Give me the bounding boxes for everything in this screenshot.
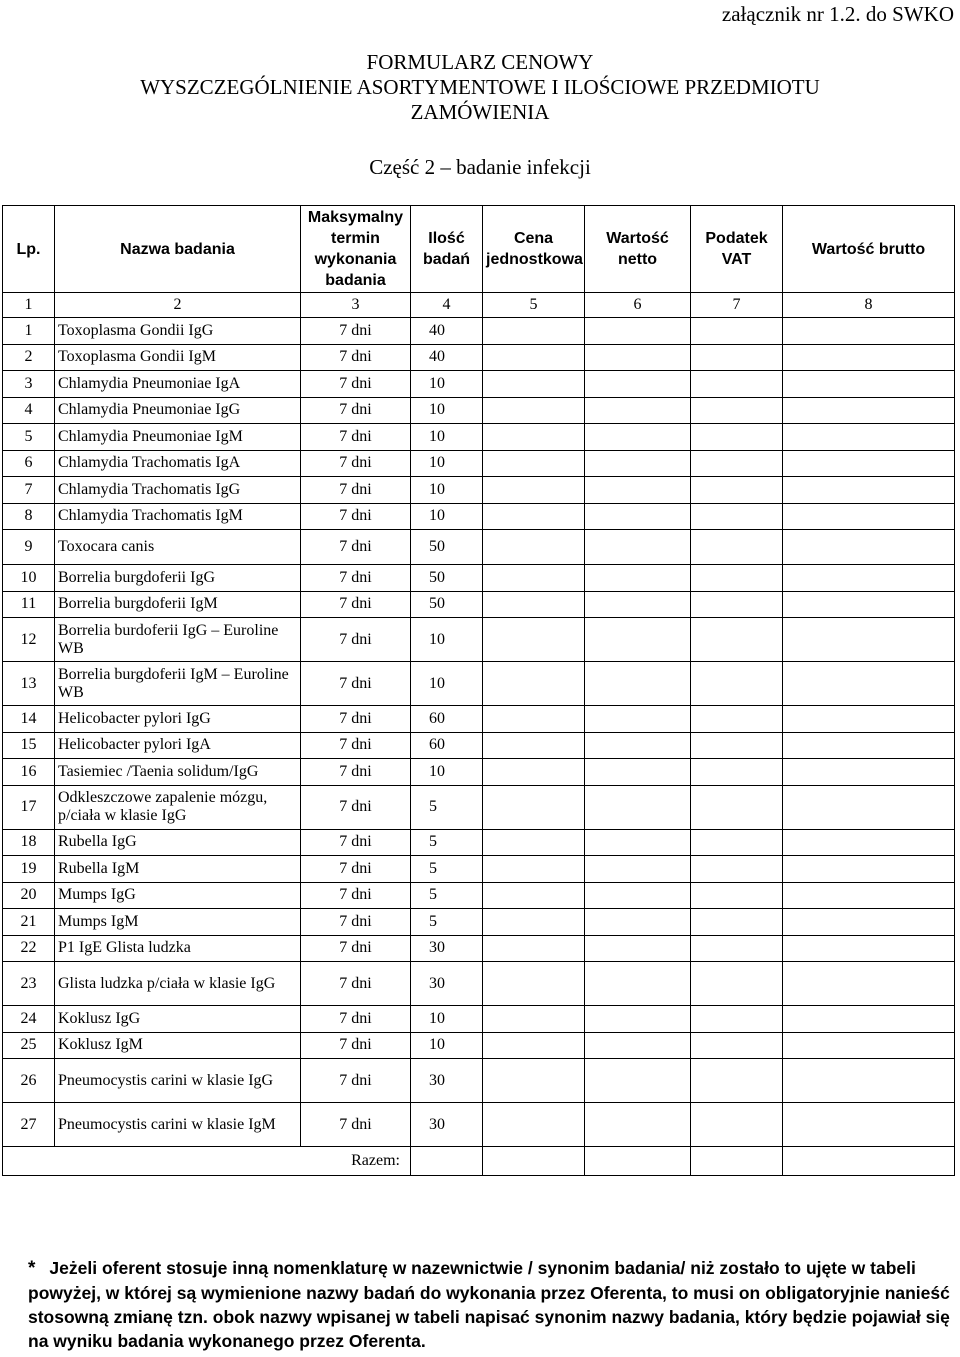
row-term: 7 dni bbox=[301, 909, 411, 936]
attachment-label: załącznik nr 1.2. do SWKO bbox=[721, 2, 954, 26]
table-row bbox=[3, 909, 955, 936]
row-name: Mumps IgM bbox=[55, 909, 301, 936]
row-qty: 10 bbox=[411, 371, 483, 398]
row-gross bbox=[783, 785, 955, 829]
row-price bbox=[483, 1006, 585, 1033]
row-lp: 12 bbox=[3, 618, 55, 662]
row-term: 7 dni bbox=[301, 732, 411, 759]
row-name: Tasiemiec /Taenia solidum/IgG bbox=[55, 759, 301, 786]
table-row bbox=[3, 856, 955, 883]
form-title-line-3: ZAMÓWIENIA bbox=[410, 100, 550, 124]
table-row bbox=[3, 662, 955, 706]
row-term: 7 dni bbox=[301, 565, 411, 592]
row-price bbox=[483, 565, 585, 592]
total-row bbox=[3, 1147, 955, 1176]
row-term: 7 dni bbox=[301, 1032, 411, 1059]
table-row bbox=[3, 882, 955, 909]
table-row bbox=[3, 1103, 955, 1147]
table-row bbox=[3, 344, 955, 371]
row-net bbox=[585, 530, 691, 565]
row-net bbox=[585, 318, 691, 345]
row-lp: 25 bbox=[3, 1032, 55, 1059]
row-vat bbox=[691, 662, 783, 706]
row-lp: 7 bbox=[3, 477, 55, 504]
row-net bbox=[585, 1059, 691, 1103]
row-vat bbox=[691, 397, 783, 424]
row-qty: 5 bbox=[411, 785, 483, 829]
header-lp: Lp. bbox=[3, 206, 55, 293]
row-name: Helicobacter pylori IgA bbox=[55, 732, 301, 759]
row-qty: 60 bbox=[411, 732, 483, 759]
row-gross bbox=[783, 1032, 955, 1059]
row-gross bbox=[783, 662, 955, 706]
header-net: Wartość netto bbox=[585, 206, 691, 293]
row-vat bbox=[691, 344, 783, 371]
column-number: 4 bbox=[411, 293, 483, 318]
row-qty: 10 bbox=[411, 759, 483, 786]
row-price bbox=[483, 344, 585, 371]
table-row bbox=[3, 935, 955, 962]
row-name: Pneumocystis carini w klasie IgM bbox=[55, 1103, 301, 1147]
row-net bbox=[585, 565, 691, 592]
row-vat bbox=[691, 909, 783, 936]
table-row bbox=[3, 618, 955, 662]
row-price bbox=[483, 909, 585, 936]
row-name: P1 IgE Glista ludzka bbox=[55, 935, 301, 962]
row-name: Borrelia burgdoferii IgM – Euroline WB bbox=[55, 662, 301, 706]
row-lp: 24 bbox=[3, 1006, 55, 1033]
row-price bbox=[483, 856, 585, 883]
row-net bbox=[585, 618, 691, 662]
row-term: 7 dni bbox=[301, 785, 411, 829]
row-name: Toxoplasma Gondii IgM bbox=[55, 344, 301, 371]
row-price bbox=[483, 1059, 585, 1103]
row-price bbox=[483, 503, 585, 530]
column-number: 3 bbox=[301, 293, 411, 318]
row-vat bbox=[691, 591, 783, 618]
footnote bbox=[28, 1256, 958, 1353]
total-cell bbox=[483, 1147, 585, 1176]
row-qty: 5 bbox=[411, 856, 483, 883]
row-name: Borrelia burgdoferii IgG bbox=[55, 565, 301, 592]
row-qty: 50 bbox=[411, 565, 483, 592]
row-term: 7 dni bbox=[301, 706, 411, 733]
row-gross bbox=[783, 591, 955, 618]
row-term: 7 dni bbox=[301, 1059, 411, 1103]
header-name: Nazwa badania bbox=[55, 206, 301, 293]
price-table bbox=[2, 205, 955, 1176]
row-vat bbox=[691, 1006, 783, 1033]
row-price bbox=[483, 759, 585, 786]
row-lp: 19 bbox=[3, 856, 55, 883]
row-lp: 9 bbox=[3, 530, 55, 565]
form-title-line-1: FORMULARZ CENOWY bbox=[366, 50, 594, 74]
row-vat bbox=[691, 882, 783, 909]
row-gross bbox=[783, 344, 955, 371]
row-vat bbox=[691, 759, 783, 786]
row-lp: 11 bbox=[3, 591, 55, 618]
row-name: Odkleszczowe zapalenie mózgu, p/ciała w klasie IgG bbox=[55, 785, 301, 829]
column-number: 1 bbox=[3, 293, 55, 318]
row-price bbox=[483, 530, 585, 565]
row-qty: 40 bbox=[411, 344, 483, 371]
row-gross bbox=[783, 450, 955, 477]
row-qty: 10 bbox=[411, 618, 483, 662]
row-price bbox=[483, 1032, 585, 1059]
table-row bbox=[3, 706, 955, 733]
row-qty: 5 bbox=[411, 829, 483, 856]
row-qty: 30 bbox=[411, 1059, 483, 1103]
row-qty: 10 bbox=[411, 503, 483, 530]
row-net bbox=[585, 882, 691, 909]
row-qty: 50 bbox=[411, 591, 483, 618]
table-row bbox=[3, 371, 955, 398]
row-gross bbox=[783, 565, 955, 592]
row-price bbox=[483, 318, 585, 345]
row-price bbox=[483, 1103, 585, 1147]
row-gross bbox=[783, 732, 955, 759]
row-price bbox=[483, 618, 585, 662]
row-net bbox=[585, 935, 691, 962]
row-name: Pneumocystis carini w klasie IgG bbox=[55, 1059, 301, 1103]
row-price bbox=[483, 785, 585, 829]
row-qty: 40 bbox=[411, 318, 483, 345]
row-net bbox=[585, 909, 691, 936]
row-lp: 5 bbox=[3, 424, 55, 451]
row-qty: 30 bbox=[411, 935, 483, 962]
row-lp: 10 bbox=[3, 565, 55, 592]
row-term: 7 dni bbox=[301, 1006, 411, 1033]
row-vat bbox=[691, 856, 783, 883]
total-cell bbox=[585, 1147, 691, 1176]
row-gross bbox=[783, 1059, 955, 1103]
row-gross bbox=[783, 882, 955, 909]
row-lp: 8 bbox=[3, 503, 55, 530]
row-price bbox=[483, 935, 585, 962]
row-term: 7 dni bbox=[301, 530, 411, 565]
row-vat bbox=[691, 503, 783, 530]
row-net bbox=[585, 344, 691, 371]
row-vat bbox=[691, 706, 783, 733]
row-term: 7 dni bbox=[301, 371, 411, 398]
table-row bbox=[3, 732, 955, 759]
row-qty: 10 bbox=[411, 1032, 483, 1059]
row-vat bbox=[691, 618, 783, 662]
row-gross bbox=[783, 371, 955, 398]
row-price bbox=[483, 477, 585, 504]
row-net bbox=[585, 829, 691, 856]
table-row bbox=[3, 424, 955, 451]
table-row bbox=[3, 1006, 955, 1033]
row-lp: 18 bbox=[3, 829, 55, 856]
row-vat bbox=[691, 450, 783, 477]
row-name: Chlamydia Pneumoniae IgG bbox=[55, 397, 301, 424]
row-price bbox=[483, 882, 585, 909]
row-gross bbox=[783, 962, 955, 1006]
row-net bbox=[585, 662, 691, 706]
row-net bbox=[585, 962, 691, 1006]
row-net bbox=[585, 706, 691, 733]
row-net bbox=[585, 1006, 691, 1033]
table-row bbox=[3, 759, 955, 786]
row-name: Borrelia burdoferii IgG – Euroline WB bbox=[55, 618, 301, 662]
header-qty: Ilość badań bbox=[411, 206, 483, 293]
row-name: Chlamydia Trachomatis IgA bbox=[55, 450, 301, 477]
row-price bbox=[483, 397, 585, 424]
row-term: 7 dni bbox=[301, 962, 411, 1006]
row-term: 7 dni bbox=[301, 856, 411, 883]
row-name: Rubella IgG bbox=[55, 829, 301, 856]
row-net bbox=[585, 785, 691, 829]
column-number: 8 bbox=[783, 293, 955, 318]
table-row bbox=[3, 565, 955, 592]
row-qty: 5 bbox=[411, 909, 483, 936]
row-price bbox=[483, 591, 585, 618]
table-row bbox=[3, 397, 955, 424]
row-vat bbox=[691, 1032, 783, 1059]
row-term: 7 dni bbox=[301, 397, 411, 424]
row-vat bbox=[691, 424, 783, 451]
row-lp: 13 bbox=[3, 662, 55, 706]
row-gross bbox=[783, 1103, 955, 1147]
row-vat bbox=[691, 962, 783, 1006]
footnote-text: Jeżeli oferent stosuje inną nomenklaturę w nazewnictwie / synonim badania/ niż zostało to ujęte w tabeli powyżej, w której są wymienione nazwy badań do wykonania przez Oferenta, to musi on obligatoryjnie nanieść stosowną zmianę tzn. obok nazwy wpisanej w tabeli napisać synonim nazwy badania, który będzie pojawiał się na wyniku badania wykonanego przez Oferenta. bbox=[28, 1258, 950, 1351]
table-row bbox=[3, 1032, 955, 1059]
row-net bbox=[585, 856, 691, 883]
row-qty: 50 bbox=[411, 530, 483, 565]
total-cell bbox=[411, 1147, 483, 1176]
row-name: Chlamydia Trachomatis IgG bbox=[55, 477, 301, 504]
row-lp: 22 bbox=[3, 935, 55, 962]
row-lp: 14 bbox=[3, 706, 55, 733]
column-number: 6 bbox=[585, 293, 691, 318]
row-net bbox=[585, 759, 691, 786]
row-gross bbox=[783, 424, 955, 451]
row-price bbox=[483, 450, 585, 477]
row-qty: 5 bbox=[411, 882, 483, 909]
table-row bbox=[3, 503, 955, 530]
row-vat bbox=[691, 829, 783, 856]
row-qty: 10 bbox=[411, 662, 483, 706]
table-row bbox=[3, 1059, 955, 1103]
row-vat bbox=[691, 935, 783, 962]
row-qty: 60 bbox=[411, 706, 483, 733]
total-cell bbox=[691, 1147, 783, 1176]
row-name: Chlamydia Pneumoniae IgA bbox=[55, 371, 301, 398]
row-lp: 15 bbox=[3, 732, 55, 759]
row-gross bbox=[783, 477, 955, 504]
table-row bbox=[3, 785, 955, 829]
row-lp: 20 bbox=[3, 882, 55, 909]
row-gross bbox=[783, 1006, 955, 1033]
header-price: Cena jednostkowa bbox=[483, 206, 585, 293]
row-qty: 10 bbox=[411, 477, 483, 504]
row-net bbox=[585, 397, 691, 424]
footnote-marker: * bbox=[28, 1258, 36, 1279]
row-name: Chlamydia Trachomatis IgM bbox=[55, 503, 301, 530]
row-qty: 10 bbox=[411, 450, 483, 477]
row-term: 7 dni bbox=[301, 344, 411, 371]
row-net bbox=[585, 1032, 691, 1059]
row-term: 7 dni bbox=[301, 450, 411, 477]
row-price bbox=[483, 424, 585, 451]
row-lp: 17 bbox=[3, 785, 55, 829]
row-net bbox=[585, 371, 691, 398]
row-price bbox=[483, 829, 585, 856]
row-qty: 10 bbox=[411, 397, 483, 424]
row-lp: 26 bbox=[3, 1059, 55, 1103]
table-row bbox=[3, 477, 955, 504]
row-net bbox=[585, 503, 691, 530]
table-row bbox=[3, 318, 955, 345]
column-number: 2 bbox=[55, 293, 301, 318]
row-gross bbox=[783, 318, 955, 345]
form-title-line-2: WYSZCZEGÓLNIENIE ASORTYMENTOWE I ILOŚCIOWE PRZEDMIOTU bbox=[140, 75, 820, 99]
row-qty: 30 bbox=[411, 1103, 483, 1147]
row-gross bbox=[783, 829, 955, 856]
row-lp: 21 bbox=[3, 909, 55, 936]
total-label: Razem: bbox=[3, 1147, 411, 1176]
row-vat bbox=[691, 530, 783, 565]
row-gross bbox=[783, 909, 955, 936]
row-qty: 10 bbox=[411, 1006, 483, 1033]
row-term: 7 dni bbox=[301, 503, 411, 530]
row-term: 7 dni bbox=[301, 935, 411, 962]
row-price bbox=[483, 732, 585, 759]
row-net bbox=[585, 591, 691, 618]
row-net bbox=[585, 424, 691, 451]
row-qty: 10 bbox=[411, 424, 483, 451]
row-vat bbox=[691, 732, 783, 759]
header-term: Maksymalny termin wykonania badania bbox=[301, 206, 411, 293]
row-price bbox=[483, 662, 585, 706]
row-price bbox=[483, 962, 585, 1006]
row-vat bbox=[691, 565, 783, 592]
table-row bbox=[3, 450, 955, 477]
row-name: Koklusz IgM bbox=[55, 1032, 301, 1059]
row-name: Helicobacter pylori IgG bbox=[55, 706, 301, 733]
row-lp: 6 bbox=[3, 450, 55, 477]
header-vat: Podatek VAT bbox=[691, 206, 783, 293]
row-name: Toxoplasma Gondii IgG bbox=[55, 318, 301, 345]
row-term: 7 dni bbox=[301, 829, 411, 856]
row-vat bbox=[691, 318, 783, 345]
row-net bbox=[585, 1103, 691, 1147]
row-gross bbox=[783, 856, 955, 883]
row-term: 7 dni bbox=[301, 882, 411, 909]
row-vat bbox=[691, 477, 783, 504]
row-qty: 30 bbox=[411, 962, 483, 1006]
row-term: 7 dni bbox=[301, 424, 411, 451]
row-gross bbox=[783, 935, 955, 962]
row-gross bbox=[783, 618, 955, 662]
row-vat bbox=[691, 371, 783, 398]
row-name: Koklusz IgG bbox=[55, 1006, 301, 1033]
row-term: 7 dni bbox=[301, 1103, 411, 1147]
form-title bbox=[0, 50, 960, 125]
row-gross bbox=[783, 759, 955, 786]
row-lp: 1 bbox=[3, 318, 55, 345]
row-gross bbox=[783, 503, 955, 530]
form-subtitle: Część 2 – badanie infekcji bbox=[369, 155, 591, 179]
row-net bbox=[585, 477, 691, 504]
column-number-row bbox=[3, 293, 955, 318]
row-net bbox=[585, 450, 691, 477]
row-lp: 16 bbox=[3, 759, 55, 786]
row-vat bbox=[691, 1103, 783, 1147]
row-vat bbox=[691, 1059, 783, 1103]
row-gross bbox=[783, 706, 955, 733]
header-gross: Wartość brutto bbox=[783, 206, 955, 293]
column-number: 7 bbox=[691, 293, 783, 318]
row-term: 7 dni bbox=[301, 591, 411, 618]
row-net bbox=[585, 732, 691, 759]
row-name: Mumps IgG bbox=[55, 882, 301, 909]
row-vat bbox=[691, 785, 783, 829]
table-row bbox=[3, 530, 955, 565]
table-row bbox=[3, 591, 955, 618]
row-name: Rubella IgM bbox=[55, 856, 301, 883]
row-lp: 27 bbox=[3, 1103, 55, 1147]
row-name: Borrelia burgdoferii IgM bbox=[55, 591, 301, 618]
row-lp: 2 bbox=[3, 344, 55, 371]
column-number: 5 bbox=[483, 293, 585, 318]
row-price bbox=[483, 706, 585, 733]
row-name: Toxocara canis bbox=[55, 530, 301, 565]
row-name: Chlamydia Pneumoniae IgM bbox=[55, 424, 301, 451]
row-price bbox=[483, 371, 585, 398]
row-lp: 3 bbox=[3, 371, 55, 398]
table-row bbox=[3, 962, 955, 1006]
row-gross bbox=[783, 530, 955, 565]
row-term: 7 dni bbox=[301, 318, 411, 345]
row-name: Glista ludzka p/ciała w klasie IgG bbox=[55, 962, 301, 1006]
row-lp: 23 bbox=[3, 962, 55, 1006]
total-cell bbox=[783, 1147, 955, 1176]
row-term: 7 dni bbox=[301, 618, 411, 662]
table-row bbox=[3, 829, 955, 856]
table-body bbox=[3, 293, 955, 1176]
row-gross bbox=[783, 397, 955, 424]
row-term: 7 dni bbox=[301, 477, 411, 504]
row-term: 7 dni bbox=[301, 759, 411, 786]
row-lp: 4 bbox=[3, 397, 55, 424]
row-term: 7 dni bbox=[301, 662, 411, 706]
